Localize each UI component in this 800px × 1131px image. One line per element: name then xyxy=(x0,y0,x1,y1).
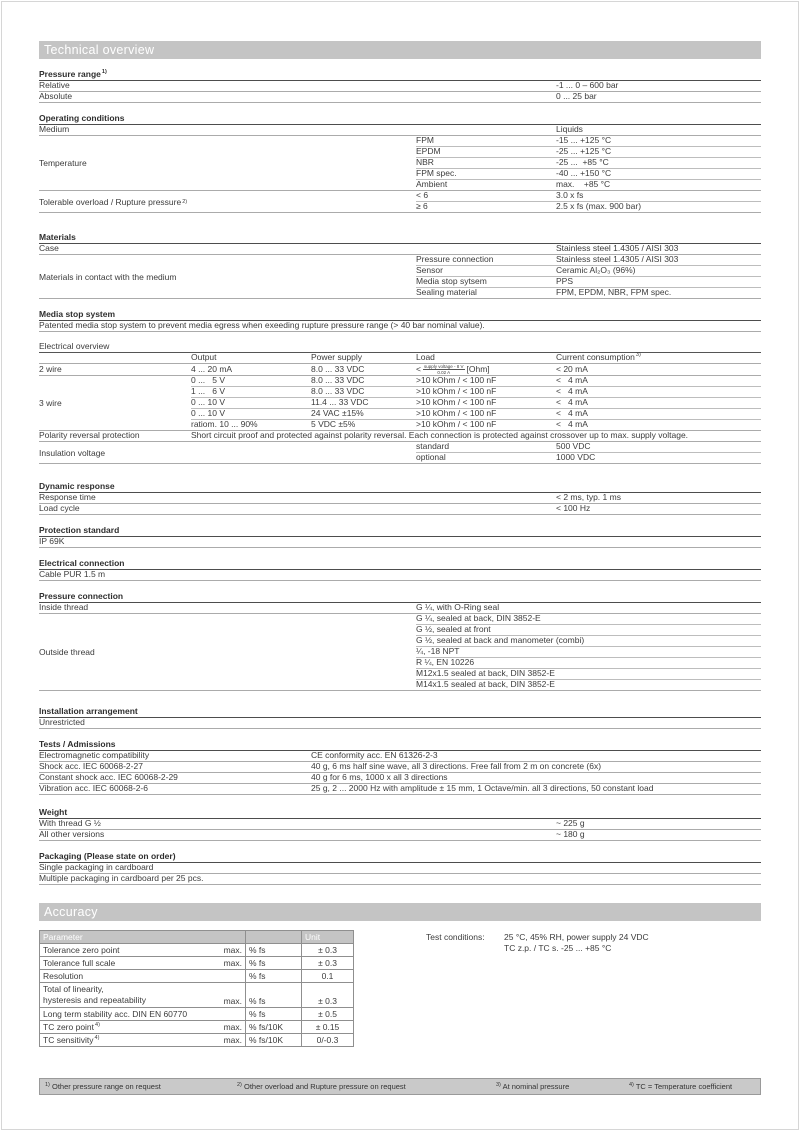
value-text: ± 0.15 xyxy=(315,1022,340,1032)
heading-text: Pressure range xyxy=(39,69,101,79)
cell-output: 0 ... 10 V xyxy=(191,397,226,408)
group-label: Tolerable overload / Rupture pressure 2) xyxy=(39,196,188,207)
heading-text: Media stop system xyxy=(39,309,116,319)
row-label: Shock acc. IEC 60068-2-27 xyxy=(39,761,143,772)
parameter-line1: Total of linearity, xyxy=(43,984,104,994)
cell-power: 8.0 ... 33 VDC xyxy=(311,386,365,397)
row-value: 0 ... 25 bar xyxy=(556,91,597,102)
footnote-marker: 1) xyxy=(45,1081,50,1088)
cell-load: >10 kOhm / < 100 nF xyxy=(416,408,497,419)
group-body xyxy=(416,614,761,690)
row-text: Patented media stop system to prevent media egress when exeeding rupture pressure range (> 40 bar nominal value). xyxy=(39,320,485,331)
row-label: Polarity reversal protection xyxy=(39,430,140,441)
row-label: Temperature xyxy=(39,158,87,168)
group-body xyxy=(416,191,761,212)
group-body xyxy=(416,255,761,298)
row-label: With thread G ½ xyxy=(39,818,101,829)
unit-cell xyxy=(245,983,301,1007)
table-row xyxy=(191,420,761,430)
row-sublabel: ≥ 6 xyxy=(416,201,428,212)
cell-current: < 20 mA xyxy=(556,363,588,374)
parameter-text: TC sensitivity xyxy=(43,1035,94,1045)
test-conditions xyxy=(426,932,649,954)
column-header-current xyxy=(556,353,761,363)
load-open: < xyxy=(416,363,421,374)
datasheet-page xyxy=(1,1,799,1130)
value-cell xyxy=(301,970,353,982)
row-value: ~ 180 g xyxy=(556,829,585,840)
page-content xyxy=(39,2,761,1047)
row-label: Inside thread xyxy=(39,602,89,613)
table-row xyxy=(39,504,761,515)
row-sublabel: Pressure connection xyxy=(416,254,494,265)
accuracy-section xyxy=(39,921,761,1047)
row-value: 3.0 x fs xyxy=(556,190,584,201)
cell-output: 4 ... 20 mA xyxy=(191,363,233,374)
row-label: Load cycle xyxy=(39,503,80,514)
table-row xyxy=(39,718,761,729)
value-cell xyxy=(301,1034,353,1046)
header-spacer-cell xyxy=(245,931,301,943)
row-value: ~ 225 g xyxy=(556,818,585,829)
parameter-name xyxy=(43,1035,99,1045)
value-text: 0/-0.3 xyxy=(316,1035,339,1045)
unit-cell xyxy=(245,944,301,956)
table-row xyxy=(39,431,761,442)
table-row xyxy=(39,81,761,92)
row-label: Tolerable overload / Rupture pressure xyxy=(39,196,182,207)
parameter-cell xyxy=(40,957,245,969)
technical-overview-banner xyxy=(39,41,761,59)
cell-current: < 4 mA xyxy=(556,419,588,430)
value-cell xyxy=(301,983,353,1007)
parameter-line2: hysteresis and repeatability xyxy=(43,995,147,1005)
row-value: -25 ... +125 °C xyxy=(556,146,612,157)
parameter-text: TC zero point xyxy=(43,1022,95,1032)
footnote-2 xyxy=(236,1079,406,1094)
row-label: 2 wire xyxy=(39,363,62,374)
table-row xyxy=(39,874,761,885)
row-value: ¼, -18 NPT xyxy=(416,646,460,657)
heading-text: Tests / Admissions xyxy=(39,739,116,749)
cell-output: 1 ... 6 V xyxy=(191,386,226,397)
table-row xyxy=(40,1020,353,1033)
table-row xyxy=(39,364,761,376)
unit-cell xyxy=(245,1021,301,1033)
max-label: max. xyxy=(223,996,242,1006)
table-row xyxy=(40,956,353,969)
accuracy-title: Accuracy xyxy=(44,905,98,919)
footnote-marker: 3) xyxy=(635,352,641,359)
group-label xyxy=(39,255,416,298)
row-text: Multiple packaging in cardboard per 25 pcs. xyxy=(39,873,204,884)
cell-load: >10 kOhm / < 100 nF xyxy=(416,397,497,408)
parameter-name: Resolution xyxy=(43,971,84,981)
section-heading-pressure-connection xyxy=(39,592,761,603)
parameter-name: Tolerance full scale xyxy=(43,958,116,968)
load-close: [Ohm] xyxy=(466,363,490,374)
unit-cell xyxy=(245,970,301,982)
row-value: R ¼, EN 10226 xyxy=(416,657,475,668)
table-row xyxy=(39,92,761,103)
table-row xyxy=(39,125,761,136)
parameter-cell xyxy=(40,970,245,982)
value-text: ± 0.3 xyxy=(318,996,337,1006)
cell-output: 0 ... 5 V xyxy=(191,375,226,386)
cell-current: < 4 mA xyxy=(556,408,588,419)
unit-text: % fs/10K xyxy=(249,1022,284,1032)
table-row xyxy=(39,784,761,795)
row-value: max. +85 °C xyxy=(556,179,611,190)
footnote-marker: 1) xyxy=(101,69,107,76)
table-row xyxy=(39,321,761,332)
table-row xyxy=(40,1033,353,1046)
heading-text: Electrical connection xyxy=(39,558,125,568)
accuracy-table xyxy=(39,930,354,1047)
table-row xyxy=(416,680,761,690)
group-label xyxy=(39,136,416,190)
unit-cell xyxy=(245,957,301,969)
footnote-text: At nominal pressure xyxy=(502,1082,570,1091)
cell-power: 11.4 ... 33 VDC xyxy=(311,397,369,408)
row-sublabel: Media stop sytsem xyxy=(416,276,487,287)
unit-text: % fs xyxy=(249,945,266,955)
value-cell xyxy=(301,957,353,969)
row-sublabel: EPDM xyxy=(416,146,441,157)
parameter-cell xyxy=(40,983,245,1007)
column-header-power-supply: Power supply xyxy=(311,352,363,363)
unit-text: % fs xyxy=(249,1009,266,1019)
row-value: 25 g, 2 ... 2000 Hz with amplitude ± 15 mm, 1 Octave/min. all 3 directions, 50 constant load xyxy=(311,783,654,794)
row-value: FPM, EPDM, NBR, FPM spec. xyxy=(556,287,672,298)
table-row xyxy=(416,453,761,463)
table-row xyxy=(40,969,353,982)
cell-output: 0 ... 10 V xyxy=(191,408,226,419)
group-label xyxy=(39,614,416,690)
row-sublabel: optional xyxy=(416,452,446,463)
max-label: max. xyxy=(223,1022,242,1032)
row-value: CE conformity acc. EN 61326-2-3 xyxy=(311,750,438,761)
row-value: -40 ... +150 °C xyxy=(556,168,612,179)
row-sublabel: < 6 xyxy=(416,190,429,201)
row-text: Short circuit proof and protected against polarity reversal. Each connection is protected against crossover up to max. supply voltage. xyxy=(191,430,689,441)
row-value: PPS xyxy=(556,276,574,287)
unit-text: % fs/10K xyxy=(249,1035,284,1045)
cell-power: 5 VDC ±5% xyxy=(311,419,356,430)
parameter-name: Tolerance zero point xyxy=(43,945,120,955)
footnote-text: Other pressure range on request xyxy=(51,1082,161,1091)
accuracy-banner xyxy=(39,903,761,921)
outside-thread-group xyxy=(39,614,761,691)
max-label: max. xyxy=(223,958,242,968)
footnote-marker: 3) xyxy=(496,1081,501,1088)
row-text: Unrestricted xyxy=(39,717,85,728)
row-label: Absolute xyxy=(39,91,73,102)
row-value: -15 ... +125 °C xyxy=(556,135,612,146)
table-row xyxy=(39,830,761,841)
footnote-1 xyxy=(44,1079,161,1094)
table-row xyxy=(416,202,761,212)
unit-text: % fs xyxy=(249,958,266,968)
row-label: Case xyxy=(39,243,59,254)
row-value: Stainless steel 1.4305 / AISI 303 xyxy=(556,243,679,254)
column-header-unit: Unit xyxy=(301,931,353,943)
parameter-name xyxy=(43,984,146,1006)
row-value: Stainless steel 1.4305 / AISI 303 xyxy=(556,254,679,265)
test-conditions-line1: 25 °C, 45% RH, power supply 24 VDC xyxy=(504,932,649,942)
wire3-group xyxy=(39,376,761,431)
group-body xyxy=(416,442,761,463)
row-value: -25 ... +85 °C xyxy=(556,157,609,168)
parameter-cell xyxy=(40,944,245,956)
value-cell xyxy=(301,1008,353,1020)
value-text: ± 0.5 xyxy=(318,1009,337,1019)
cell-load: >10 kOhm / < 100 nF xyxy=(416,375,497,386)
unit-cell xyxy=(245,1034,301,1046)
column-header-load: Load xyxy=(416,352,435,363)
row-value: G ½, sealed at back and manometer (combi) xyxy=(416,635,585,646)
group-label xyxy=(39,376,191,430)
footnotes-bar xyxy=(39,1078,761,1095)
fraction-denominator: 0.02 A xyxy=(437,370,451,375)
row-sublabel: Ambient xyxy=(416,179,448,190)
heading-text: Operating conditions xyxy=(39,113,125,123)
parameter-name: Long term stability acc. DIN EN 60770 xyxy=(43,1009,188,1019)
footnote-marker: 4) xyxy=(629,1081,634,1088)
section-heading-protection-standard xyxy=(39,526,761,537)
row-label: Relative xyxy=(39,80,70,91)
parameter-cell xyxy=(40,1008,245,1020)
row-sublabel: Sensor xyxy=(416,265,443,276)
cell-load: >10 kOhm / < 100 nF xyxy=(416,419,497,430)
row-value: -1 ... 0 – 600 bar xyxy=(556,80,619,91)
group-label xyxy=(39,442,416,463)
section-heading-electrical-connection xyxy=(39,559,761,570)
section-heading-weight xyxy=(39,808,761,819)
test-conditions-label: Test conditions: xyxy=(426,932,485,942)
row-label: 3 wire xyxy=(39,398,62,408)
row-value: 40 g, 6 ms half sine wave, all 3 directions. Free fall from 2 m on concrete (6x) xyxy=(311,761,602,772)
load-fraction xyxy=(423,364,465,375)
max-label: max. xyxy=(223,1035,242,1045)
table-row xyxy=(39,537,761,548)
accuracy-table-header xyxy=(40,931,353,943)
table-row xyxy=(39,819,761,830)
cell-output: ratiom. 10 ... 90% xyxy=(191,419,258,430)
row-value: < 100 Hz xyxy=(556,503,591,514)
table-row xyxy=(39,570,761,581)
heading-text: Weight xyxy=(39,807,68,817)
heading-text: Installation arrangement xyxy=(39,706,138,716)
row-label: Electromagnetic compatibility xyxy=(39,750,150,761)
heading-text: Pressure connection xyxy=(39,591,124,601)
max-label: max. xyxy=(223,945,242,955)
cell-load: >10 kOhm / < 100 nF xyxy=(416,386,497,397)
row-value: G ¼, with O-Ring seal xyxy=(416,602,500,613)
fraction-numerator: supply voltage - 8 V xyxy=(423,364,464,369)
row-label: All other versions xyxy=(39,829,105,840)
row-sublabel: FPM spec. xyxy=(416,168,457,179)
footnote-marker: 4) xyxy=(94,1035,100,1042)
row-text: IP 69K xyxy=(39,536,65,547)
column-header-parameter: Parameter xyxy=(43,932,83,942)
row-value: Liquids xyxy=(556,124,583,135)
cell-load xyxy=(416,364,556,375)
subheading-electrical-overview xyxy=(39,342,761,353)
row-value: G ¼, sealed at back, DIN 3852-E xyxy=(416,613,541,624)
column-header-output: Output xyxy=(191,352,217,363)
value-cell xyxy=(301,1021,353,1033)
row-value: 40 g for 6 ms, 1000 x all 3 directions xyxy=(311,772,448,783)
heading-text: Electrical overview xyxy=(39,341,110,351)
value-text: ± 0.3 xyxy=(318,945,337,955)
footnote-text: Other overload and Rupture pressure on request xyxy=(243,1082,406,1091)
row-value: Ceramic Al₂O₃ (96%) xyxy=(556,265,636,276)
table-row xyxy=(416,180,761,190)
unit-text: % fs xyxy=(249,971,266,981)
heading-text: Packaging (Please state on order) xyxy=(39,851,176,861)
row-label: Insulation voltage xyxy=(39,447,106,458)
section-heading-dynamic-response xyxy=(39,482,761,493)
row-value: < 2 ms, typ. 1 ms xyxy=(556,492,621,503)
row-label: Outside thread xyxy=(39,647,95,657)
parameter-cell xyxy=(40,1021,245,1033)
table-row xyxy=(40,982,353,1007)
table-row xyxy=(40,943,353,956)
cell-current: < 4 mA xyxy=(556,386,588,397)
row-label: Response time xyxy=(39,492,96,503)
technical-overview-title: Technical overview xyxy=(44,43,155,57)
heading-text: Materials xyxy=(39,232,76,242)
value-text: 0.1 xyxy=(321,971,334,981)
overload-group xyxy=(39,191,761,213)
cell-current: < 4 mA xyxy=(556,397,588,408)
footnote-marker: 4) xyxy=(95,1022,100,1029)
row-sublabel: FPM xyxy=(416,135,434,146)
footnote-text: TC = Temperature coefficient xyxy=(635,1082,733,1091)
test-conditions-values xyxy=(504,932,649,954)
group-body xyxy=(191,376,761,430)
row-text: Single packaging in cardboard xyxy=(39,862,154,873)
row-sublabel: NBR xyxy=(416,157,434,168)
temperature-group xyxy=(39,136,761,191)
table-row xyxy=(40,1007,353,1020)
row-value: M12x1.5 sealed at back, DIN 3852-E xyxy=(416,668,555,679)
row-sublabel: standard xyxy=(416,441,450,452)
unit-cell xyxy=(245,1008,301,1020)
footnote-4 xyxy=(628,1079,732,1094)
parameter-name xyxy=(43,1022,100,1032)
cell-current: < 4 mA xyxy=(556,375,588,386)
test-conditions-line2: TC z.p. / TC s. -25 ... +85 °C xyxy=(504,943,612,953)
value-cell xyxy=(301,944,353,956)
table-row xyxy=(416,636,761,647)
row-value: 2.5 x fs (max. 900 bar) xyxy=(556,201,642,212)
cell-power: 24 VAC ±15% xyxy=(311,408,364,419)
unit-text: % fs xyxy=(249,996,266,1006)
footnote-marker: 2) xyxy=(237,1081,242,1088)
section-heading-pressure-range xyxy=(39,70,761,81)
row-text: Cable PUR 1.5 m xyxy=(39,569,106,580)
heading-text: Dynamic response xyxy=(39,481,115,491)
heading-text: Protection standard xyxy=(39,525,120,535)
value-text: ± 0.3 xyxy=(318,958,337,968)
row-value: 1000 VDC xyxy=(556,452,596,463)
row-value: M14x1.5 sealed at back, DIN 3852-E xyxy=(416,679,555,690)
cell-power: 8.0 ... 33 VDC xyxy=(311,375,365,386)
row-label: Materials in contact with the medium xyxy=(39,271,177,282)
section-heading-installation xyxy=(39,707,761,718)
row-sublabel: Sealing material xyxy=(416,287,477,298)
footnote-3 xyxy=(495,1079,569,1094)
materials-contact-group xyxy=(39,255,761,299)
electrical-header-row xyxy=(39,353,761,364)
row-value: G ½, sealed at front xyxy=(416,624,491,635)
row-label: Vibration acc. IEC 60068-2-6 xyxy=(39,783,148,794)
cell-power: 8.0 ... 33 VDC xyxy=(311,363,365,374)
header-text: Current consumption xyxy=(556,352,635,363)
table-row xyxy=(416,288,761,298)
table-row xyxy=(39,493,761,504)
row-value: 500 VDC xyxy=(556,441,591,452)
row-label: Medium xyxy=(39,124,70,135)
row-label: Constant shock acc. IEC 60068-2-29 xyxy=(39,772,178,783)
insulation-group xyxy=(39,442,761,464)
section-heading-operating-conditions xyxy=(39,114,761,125)
group-body xyxy=(416,136,761,190)
table-row xyxy=(39,603,761,614)
parameter-cell xyxy=(40,1034,245,1046)
